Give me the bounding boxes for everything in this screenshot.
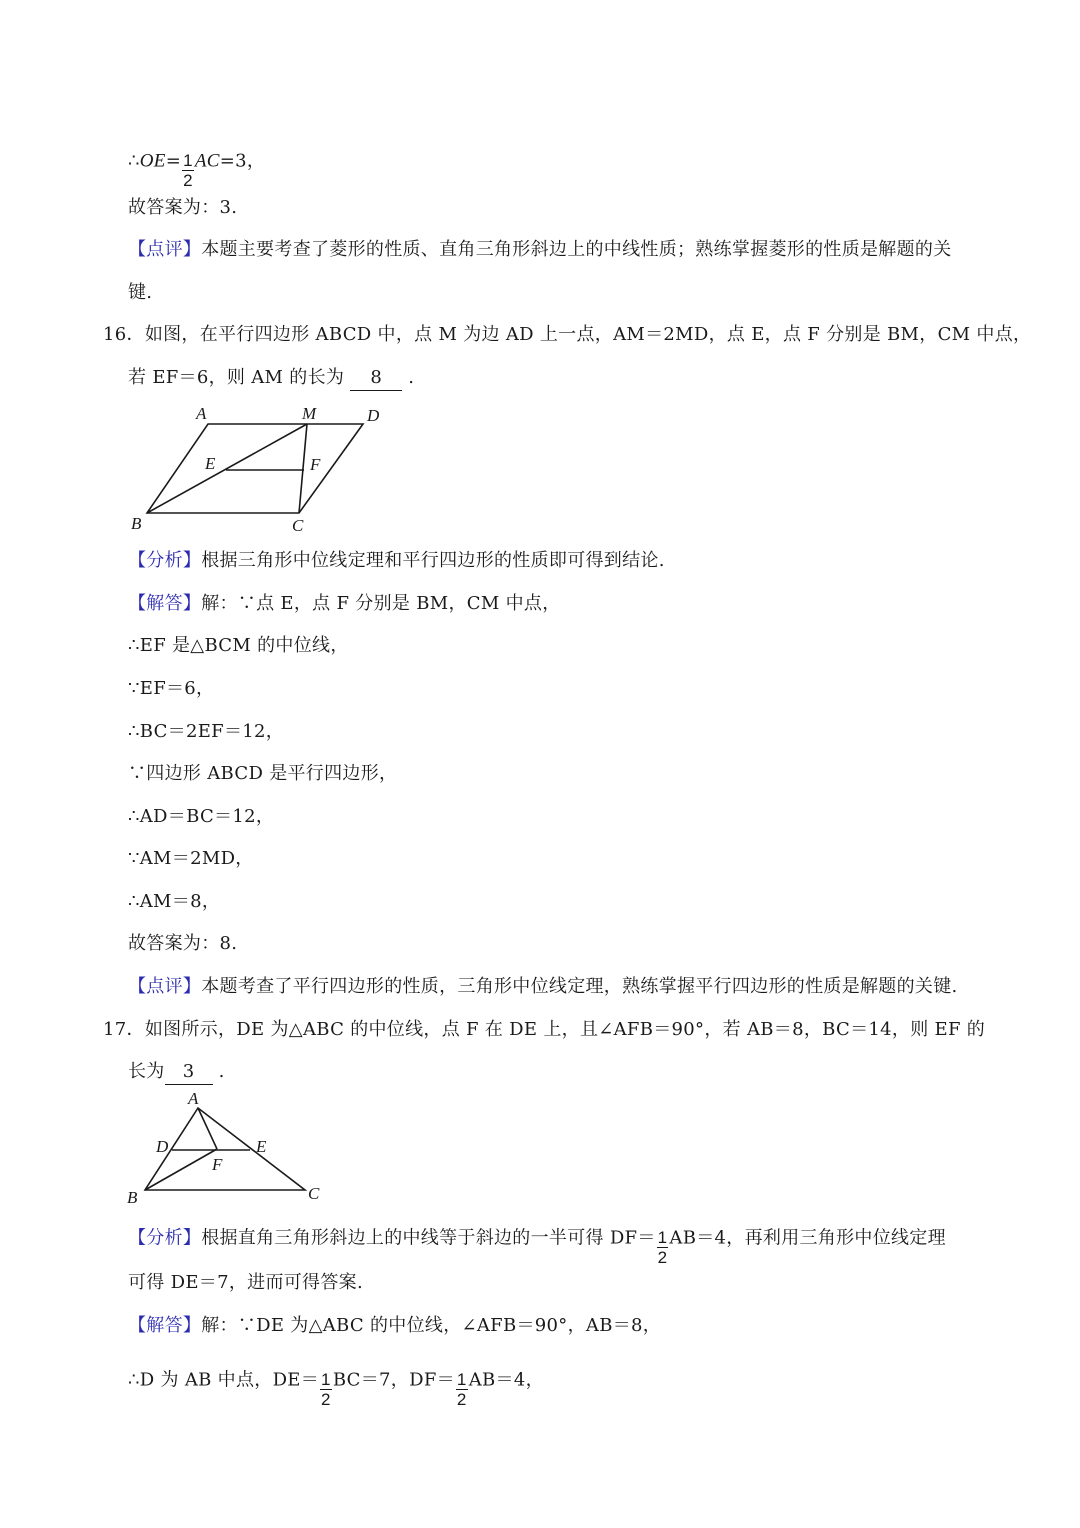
solution-step: 解：∵DE 为△ABC 的中位线，∠AFB＝90°，AB＝8， <box>201 1315 662 1336</box>
analysis-text: 根据直角三角形斜边上的中线等于斜边的一半可得 DF＝ <box>201 1227 656 1249</box>
q16-parallelogram-figure <box>125 395 400 540</box>
frac-den: 2 <box>456 1390 467 1409</box>
q16-analysis <box>128 549 665 573</box>
q17-stem: 如图所示，DE 为△ABC 的中位线，点 F 在 DE 上，且∠AFB＝90°，若 AB＝8，BC＝14，则 EF 的 <box>144 1019 986 1040</box>
label-a: A <box>188 1089 199 1108</box>
q17-stem-cont: 长为 <box>128 1061 165 1082</box>
label-f: F <box>212 1155 223 1174</box>
solution-step: 解：∵点 E，点 F 分别是 BM，CM 中点， <box>201 593 561 614</box>
equals: = <box>165 150 182 172</box>
solution-step: ∴EF 是△BCM 的中位线， <box>128 635 349 656</box>
q17-solution-line2 <box>128 1361 544 1409</box>
frac-den: 2 <box>657 1248 668 1267</box>
analysis-tag: 【分析】 <box>128 550 202 571</box>
review-tag: 【点评】 <box>128 976 202 997</box>
period: . <box>212 1061 225 1082</box>
q16-stem-cont: 若 EF＝6，则 AM 的长为 <box>128 367 351 388</box>
fraction-half <box>182 151 194 190</box>
label-e: E <box>205 454 216 473</box>
q16-stem-line2 <box>128 366 414 391</box>
solution-step: ∵四边形 ABCD 是平行四边形， <box>128 763 398 784</box>
q16-review <box>128 975 958 999</box>
question-number: 17． <box>103 1019 145 1040</box>
q17-analysis-line1 <box>128 1219 946 1267</box>
answer-blank: 3 <box>165 1060 213 1085</box>
triangle-diagram <box>120 1085 340 1210</box>
label-d: D <box>367 406 380 425</box>
label-c: C <box>308 1184 320 1203</box>
q17-analysis-line2: 可得 DE＝7，进而可得答案. <box>128 1272 363 1293</box>
frac-den: 2 <box>183 171 193 190</box>
label-a: A <box>196 404 207 423</box>
therefore-symbol: ∴ <box>128 150 140 172</box>
eq-rest: =3， <box>219 150 266 172</box>
label-m: M <box>302 404 317 423</box>
q16-stem: 如图，在平行四边形 ABCD 中，点 M 为边 AD 上一点，AM＝2MD，点 E，点 F 分别是 BM，CM 中点， <box>144 324 1032 345</box>
solution-step: AB＝4， <box>468 1369 544 1391</box>
solution-step: ∴AD＝BC＝12， <box>128 806 275 827</box>
review-text: 本题主要考查了菱形的性质、直角三角形斜边上的中线性质；熟练掌握菱形的性质是解题的关 <box>201 239 952 260</box>
frac-num: 1 <box>183 151 193 170</box>
label-c: C <box>292 516 304 535</box>
fraction-half <box>657 1228 669 1267</box>
review-tag: 【点评】 <box>128 239 202 260</box>
q17-stem-line1 <box>103 1018 985 1042</box>
var-oe: OE <box>139 150 166 172</box>
question-number: 16． <box>103 324 145 345</box>
q17-stem-line2 <box>128 1060 225 1085</box>
frac-num: 1 <box>321 1370 331 1389</box>
solution-step: ∴BC＝2EF＝12， <box>128 721 285 742</box>
q16-solution-line <box>128 592 561 616</box>
prev-review-cont: 键. <box>128 282 153 303</box>
frac-num: 1 <box>456 1370 467 1389</box>
fraction-half <box>320 1370 332 1409</box>
q16-stem-line1 <box>103 323 1031 347</box>
prev-answer: 故答案为：3. <box>128 197 238 218</box>
solution-tag: 【解答】 <box>128 593 202 614</box>
solution-step: ∴D 为 AB 中点，DE＝ <box>128 1369 320 1391</box>
q17-solution-line1 <box>128 1314 661 1338</box>
q17-triangle-figure <box>120 1085 340 1210</box>
solution-step: ∵EF＝6， <box>128 678 215 699</box>
solution-step: BC＝7，DF＝ <box>332 1369 455 1391</box>
fraction-half <box>456 1370 468 1409</box>
label-e: E <box>256 1137 267 1156</box>
label-b: B <box>131 514 142 533</box>
prev-oe-equation <box>128 142 266 190</box>
frac-den: 2 <box>321 1390 331 1409</box>
frac-num: 1 <box>657 1228 668 1247</box>
solution-step: ∵AM＝2MD， <box>128 848 254 869</box>
solution-tag: 【解答】 <box>128 1315 202 1336</box>
review-text: 本题考查了平行四边形的性质，三角形中位线定理，熟练掌握平行四边形的性质是解题的关键. <box>201 976 958 997</box>
analysis-tag: 【分析】 <box>128 1227 202 1249</box>
analysis-text: 根据三角形中位线定理和平行四边形的性质即可得到结论. <box>201 550 665 571</box>
var-ac: AC <box>194 150 220 172</box>
label-f: F <box>310 455 321 474</box>
label-d: D <box>156 1137 169 1156</box>
period: . <box>402 367 415 388</box>
answer-blank: 8 <box>350 366 402 391</box>
parallelogram-diagram <box>125 395 400 540</box>
label-b: B <box>127 1188 138 1207</box>
prev-review <box>128 238 952 262</box>
solution-step: ∴AM＝8， <box>128 891 221 912</box>
analysis-text: AB＝4，再利用三角形中位线定理 <box>669 1227 946 1249</box>
q16-answer: 故答案为：8. <box>128 933 238 954</box>
